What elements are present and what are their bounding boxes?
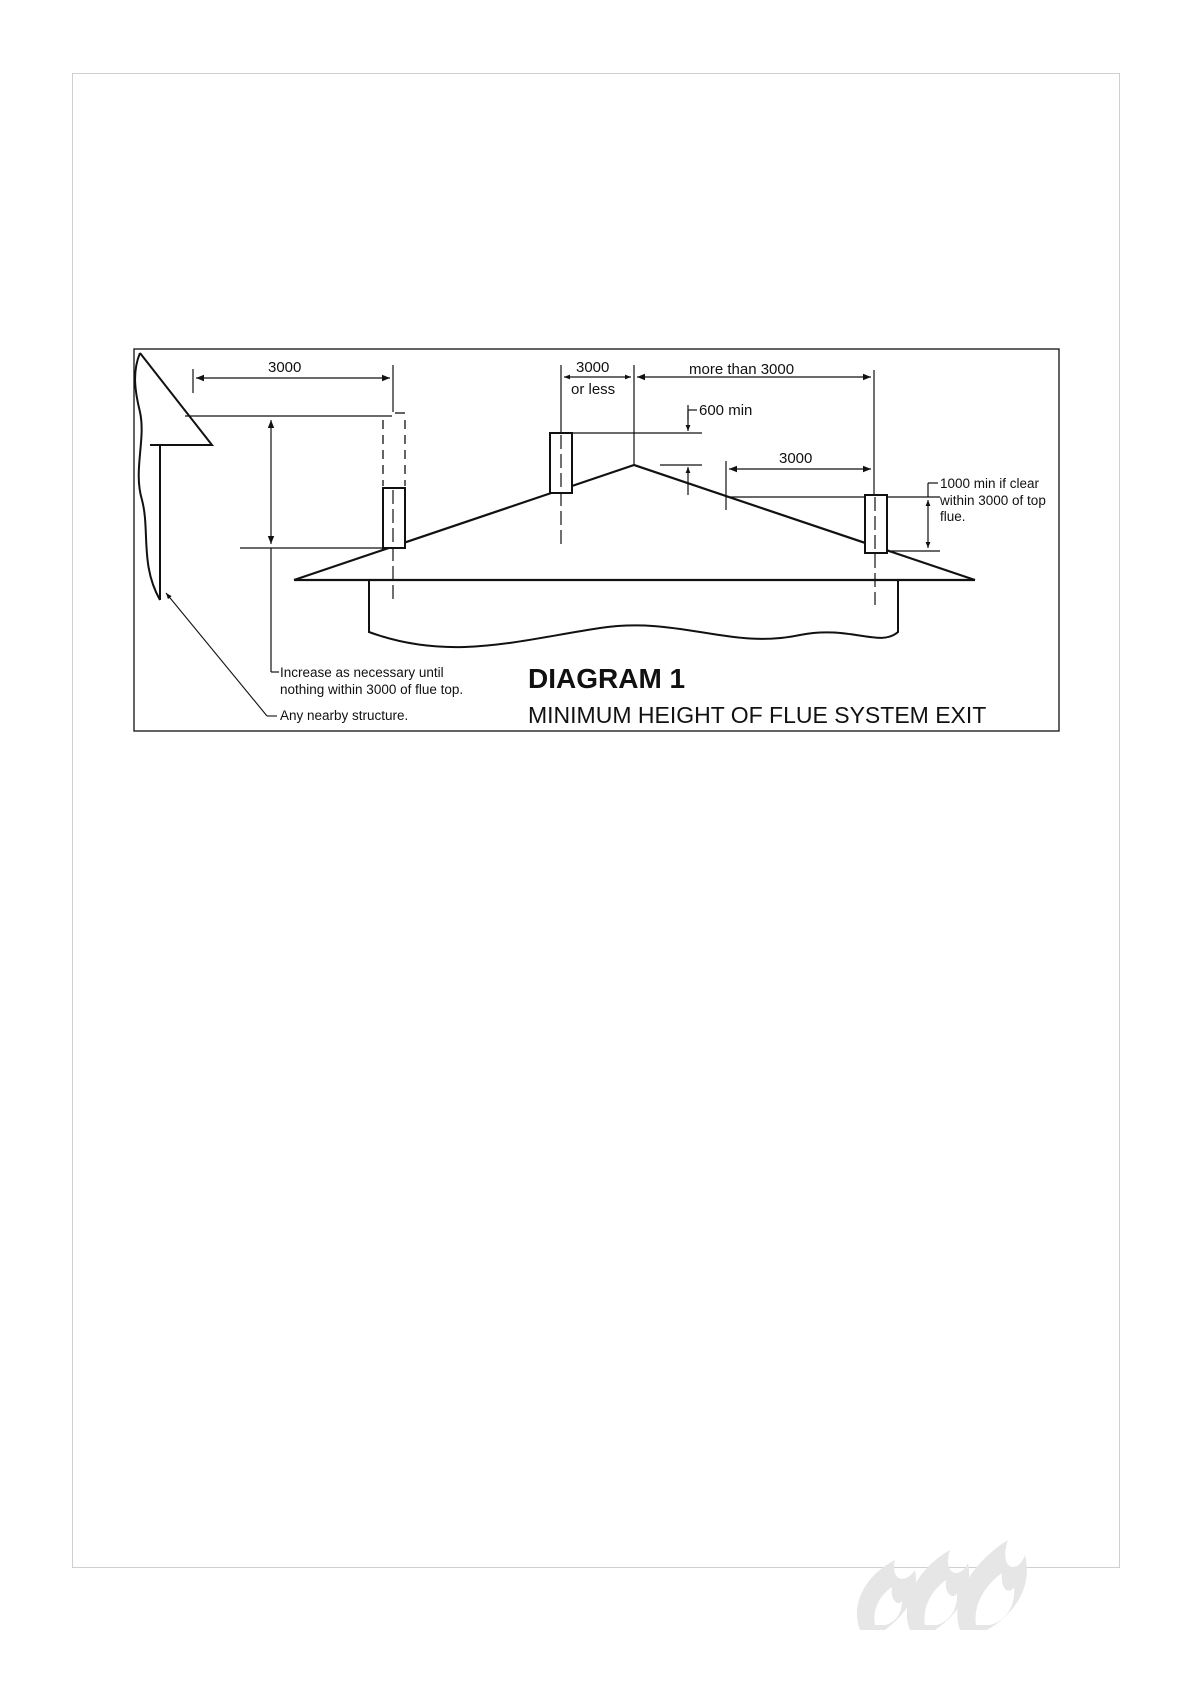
left-chimney-extension <box>383 413 405 486</box>
note-nearby-structure: Any nearby structure. <box>280 708 409 723</box>
label-600-min: 600 min <box>699 402 753 419</box>
note-1000-min-line1: 1000 min if clear <box>940 476 1040 491</box>
note-1000-min-line3: flue. <box>940 509 966 524</box>
nearby-structure <box>135 353 212 600</box>
label-more-than-3000: more than 3000 <box>689 361 795 378</box>
house-base <box>369 580 898 647</box>
label-right-3000: 3000 <box>779 450 813 467</box>
note-increase-line2: nothing within 3000 of flue top. <box>280 682 464 697</box>
flame-logo-watermark <box>850 1525 1050 1635</box>
label-or-less: or less <box>571 381 616 398</box>
diagram-title: DIAGRAM 1 <box>528 663 686 694</box>
dim-1000-min <box>887 483 940 551</box>
note-increase-line1: Increase as necessary until <box>280 665 444 680</box>
chimney-right <box>865 495 887 553</box>
label-left-3000: 3000 <box>268 359 302 376</box>
note-1000-min-line2: within 3000 of top <box>940 493 1046 508</box>
label-top-3000: 3000 <box>576 359 610 376</box>
dim-increase-vertical <box>185 416 392 672</box>
dim-more-than-3000 <box>637 370 874 494</box>
leader-nearby-structure <box>166 593 277 716</box>
chimney-left <box>383 488 405 548</box>
diagram-subtitle: MINIMUM HEIGHT OF FLUE SYSTEM EXIT <box>528 702 987 728</box>
